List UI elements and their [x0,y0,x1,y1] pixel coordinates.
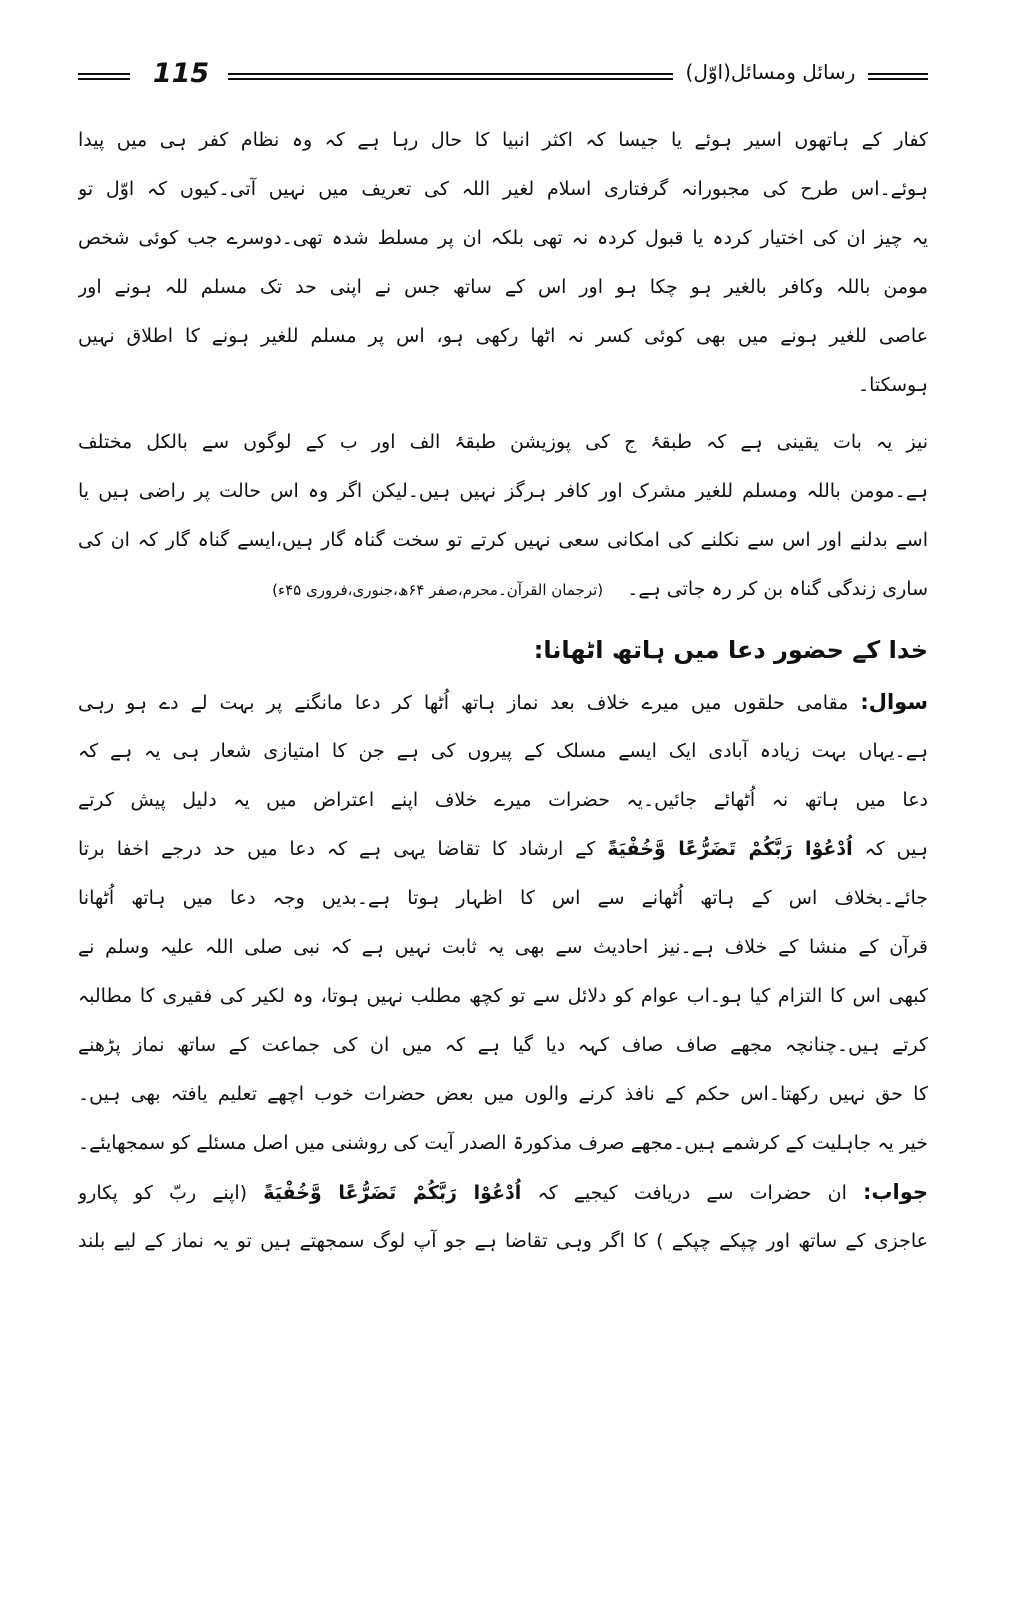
paragraph-line: کرتے ہیں۔چنانچہ مجھے صاف صاف کہہ دیا گیا ہے کہ میں ان کی جماعت کے ساتھ نماز پڑھنے [78,1034,928,1056]
answer-label: جواب: [863,1180,928,1204]
paragraph-line: اسے بدلنے اور اس سے نکلنے کی امکانی سعی نہیں کرتے تو سخت گناہ گار ہیں،ایسے گناہ گار کہ ان کی [78,529,928,551]
answer-line [78,1170,928,1214]
paragraph-line: عاصی للغیر ہونے میں بھی کوئی کسر نہ اٹھا رکھی ہو، اس پر مسلم للغیر ہونے کا اطلاق نہیں [78,325,928,347]
paragraph-line: دعا میں ہاتھ نہ اُٹھائے جائیں۔یہ حضرات میرے خلاف اپنے اعتراض میں یہ دلیل پیش کرتے [78,789,928,811]
answer-text: (اپنے ربّ کو پکارو [78,1182,248,1204]
paragraph-line: کا حق نہیں رکھتا۔اس حکم کے نافذ کرنے والوں میں بعض حضرات خوب اچھے تعلیم یافتہ بھی ہیں۔ [78,1083,928,1105]
quran-verse: اُدْعُوْا رَبَّكُمْ تَضَرُّعًا وَّخُفْيَةً [607,838,853,860]
paragraph-line [78,567,928,611]
source-citation: (ترجمان القرآن۔محرم،صفر ۶۴ھ،جنوری،فروری ۴۵ء) [272,581,604,599]
running-header [78,58,928,98]
answer-text: ان حضرات سے دریافت کیجیے کہ [537,1182,847,1204]
paragraph-line [78,827,928,871]
header-rule-middle [228,73,673,80]
paragraph-line: نیز یہ بات یقینی ہے کہ طبقۂ ج کی پوزیشن طبقۂ الف اور ب کے لوگوں سے بالکل مختلف [78,431,928,453]
paragraph-line: ہے۔یہاں بہت زیادہ آبادی ایک ایسے مسلک کے پیروں کی ہے جن کا امتیازی شعار ہی یہ ہے کہ [78,740,928,762]
paragraph-line: عاجزی کے ساتھ اور چپکے چپکے ) کا اگر وہی تقاضا ہے جو آپ لوگ سمجھتے ہیں تو یہ نماز کے لیے بلند [78,1230,928,1252]
paragraph-line: ہوئے۔اس طرح کی مجبورانہ گرفتاری اسلام لغیر اللہ کی تعریف میں نہیں آتی۔کیوں کہ اوّل تو [78,178,928,200]
paragraph-line: قرآن کے منشا کے خلاف ہے۔نیز احادیث سے بھی یہ ثابت نہیں ہے کہ نبی صلی اللہ علیہ وسلم نے [78,936,928,958]
paragraph-line: جائے۔بخلاف اس کے ہاتھ اُٹھانے سے اس کا اظہار ہوتا ہے۔بدیں وجہ دعا میں ہاتھ اُٹھانا [78,887,928,909]
question-line [78,680,928,724]
paragraph-line: ہے۔مومن باللہ ومسلم للغیر مشرک اور کافر ہرگز نہیں ہیں۔لیکن اگر وہ اس حالت پر راضی ہیں یا [78,480,928,502]
paragraph-line: مومن باللہ وکافر بالغیر ہو چکا ہو اور اس کے ساتھ جس نے اپنی حد تک مسلم للہ ہونے اور [78,276,928,298]
section-heading: خدا کے حضور دعا میں ہاتھ اٹھانا: [533,636,928,664]
book-title: رسائل ومسائل(اوّل) [685,60,856,84]
paragraph-line: کفار کے ہاتھوں اسیر ہوئے یا جیسا کہ اکثر انبیا کا حال رہا ہے کہ وہ نظام کفر ہی میں پیدا [78,129,928,151]
paragraph-text: کے ارشاد کا تقاضا یہی ہے کہ دعا میں حد درجے اخفا برتا [78,838,596,860]
question-label: سوال: [860,690,928,714]
paragraph-line: یہ چیز ان کی اختیار کردہ یا قبول کردہ نہ تھی بلکہ ان پر مسلط شدہ تھی۔دوسرے جب کوئی شخص [78,227,928,249]
paragraph-line: ہوسکتا۔ [857,374,928,396]
question-text: مقامی حلقوں میں میرے خلاف بعد نماز ہاتھ اُٹھا کر دعا مانگنے پر بہت لے دے ہو رہی [78,692,849,714]
paragraph-line: کبھی اس کا التزام کیا ہو۔اب عوام کو دلائل سے تو کچھ مطلب نہیں ہوتا، وہ لکیر کی فقیری کا مطالبہ [78,985,928,1007]
paragraph-text: ہیں کہ [864,838,928,860]
header-rule-left [78,73,130,80]
quran-verse: اُدْعُوْا رَبَّكُمْ تَضَرُّعًا وَّخُفْيَةً [263,1182,522,1204]
header-rule-right [868,73,928,80]
paragraph-text: ساری زندگی گناہ بن کر رہ جاتی ہے۔ [627,578,928,600]
page-number: 115 [152,58,210,89]
paragraph-line: خیر یہ جاہلیت کے کرشمے ہیں۔مجھے صرف مذکورۃ الصدر آیت کی روشنی میں اصل مسئلے کو سمجھایئے۔ [78,1132,928,1154]
